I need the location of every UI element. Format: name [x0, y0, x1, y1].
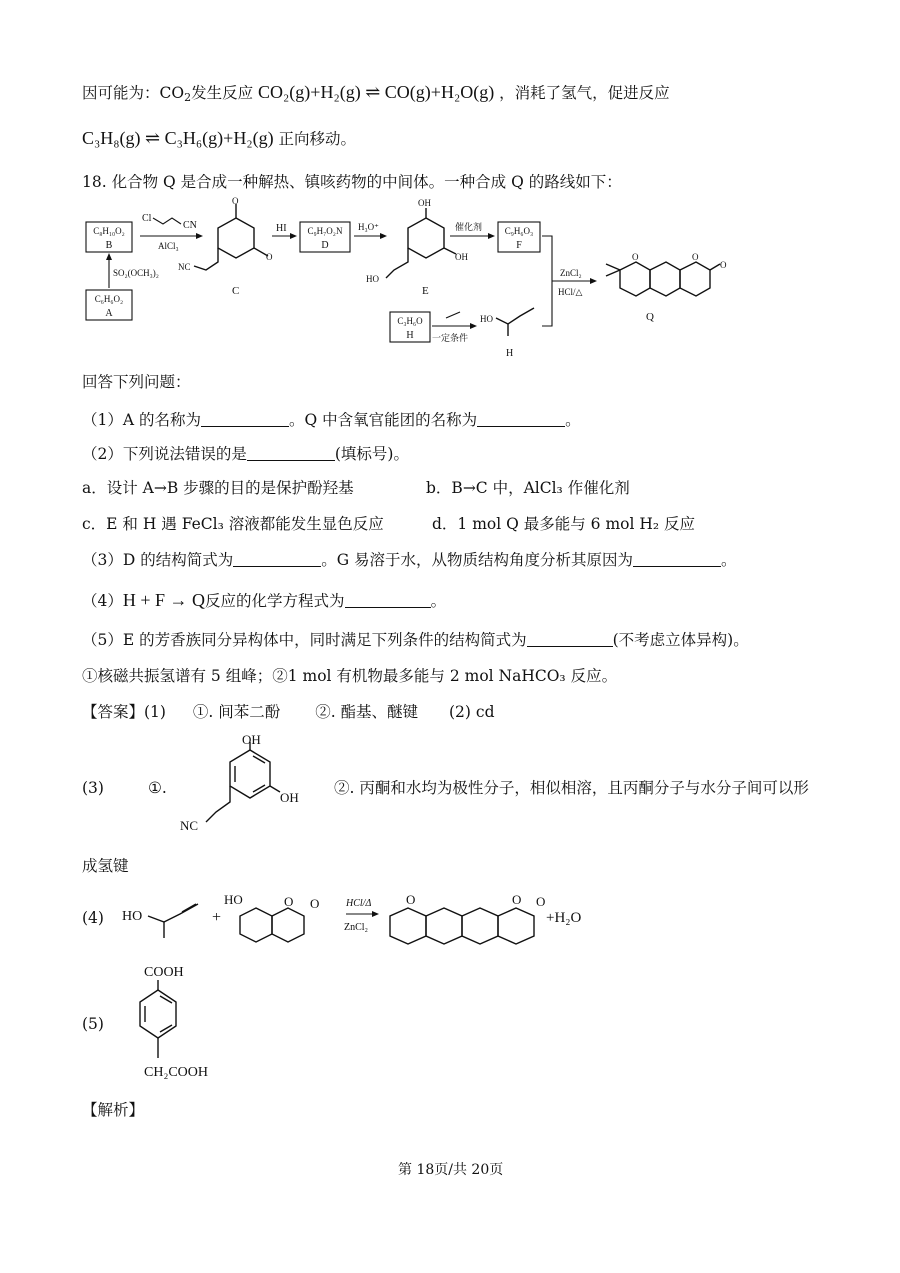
answer-1-1: ①. 间苯二酚 — [192, 703, 281, 721]
answer-1-2: ②. 酯基、醚键 — [315, 703, 419, 721]
answer-4-label: (4) — [82, 909, 104, 927]
arrow-f-q-head — [590, 278, 597, 284]
q-oxygen-1: O — [632, 252, 639, 262]
answer-1 — [82, 702, 495, 722]
arrow-b-c-head — [196, 233, 203, 239]
a4-q-carbonyl: O — [536, 894, 546, 909]
carryover-prefix: 因可能为：CO — [82, 84, 185, 102]
reagent-h-bottom: 一定条件 — [432, 333, 469, 343]
q-carbonyl: O — [720, 260, 727, 270]
a4-cond-top: HCl/Δ — [346, 898, 372, 909]
d-oh-side: OH — [280, 790, 299, 805]
q3-mid: 。G 易溶于水，从物质结构角度分析其原因为 — [321, 551, 634, 569]
q2-text: （2）下列说法错误的是 — [82, 445, 247, 463]
answer-2: (2) cd — [449, 703, 495, 721]
arrow-c-d-head — [290, 233, 297, 239]
reagent-b-c-cn: CN — [183, 220, 197, 231]
option-b: b．B→C 中，AlCl₃ 作催化剂 — [426, 479, 630, 497]
e-oh-side: OH — [455, 252, 468, 262]
conditions: ①核磁共振氢谱有 5 组峰；②1 mol 有机物最多能与 2 mol NaHCO₃ 反应。 — [82, 667, 618, 685]
box-a-formula: C₆H₆O₂ — [94, 294, 124, 304]
structure-q — [606, 252, 727, 323]
arrow-e-f-head — [488, 233, 495, 239]
label-c: C — [232, 285, 240, 297]
question-2 — [82, 444, 409, 464]
carryover-line-1: 因可能为：$CO_2$发生反应 CO₂(g)+H₂(g) ⇌ CO(g)+H₂O(g) ，消耗了氢气，促进反应 — [82, 82, 670, 104]
q3-blank-2 — [633, 552, 721, 567]
box-h-formula: C₃H₆O — [397, 316, 423, 326]
c-methoxy-side: O — [266, 252, 273, 262]
c-nitrile: NC — [178, 262, 191, 272]
box-f-formula: C₉H₆O₃ — [504, 226, 534, 236]
q4-suffix: 反应的化学方程式为 — [205, 592, 345, 610]
option-d: d．1 mol Q 最多能与 6 mol H₂ 反应 — [432, 515, 696, 533]
h-hydroxyl: HO — [480, 314, 493, 324]
a4-q-oxygen-2: O — [512, 892, 522, 907]
e-oh-top: OH — [418, 198, 431, 208]
prompt: 回答下列问题： — [82, 373, 191, 391]
answer-head: 【答案】(1) — [82, 703, 166, 721]
answer-4-equation — [120, 886, 840, 956]
q1-end: 。 — [565, 411, 581, 429]
a4-arrow-head — [372, 911, 379, 917]
d-nitrile: NC — [180, 818, 199, 833]
box-d-formula: C₉H₇O₂N — [307, 226, 343, 236]
q1-text: （1）A 的名称为 — [82, 411, 201, 429]
e-acid: HO — [366, 274, 379, 284]
c-methoxy-top: O — [232, 196, 239, 206]
carryover-line-2 — [82, 128, 356, 149]
q2-blank — [247, 446, 335, 461]
box-a-label: A — [105, 308, 113, 319]
synthesis-scheme — [0, 198, 900, 368]
a4-f-ring-oxygen: O — [284, 894, 294, 909]
answer-3-1: ①. — [148, 779, 167, 797]
a5-bottom: CH₂COOH — [144, 1065, 208, 1080]
structure-c — [178, 196, 273, 297]
reagent-b-c-chain — [153, 218, 181, 224]
box-h-label: H — [406, 330, 414, 341]
a5-top: COOH — [144, 965, 184, 980]
q3-text: （3）D 的结构简式为 — [82, 551, 234, 569]
q1-blank-1 — [201, 412, 289, 427]
a4-f-carbonyl: O — [310, 896, 320, 911]
a4-f-hydroxyl: HO — [224, 892, 243, 907]
q1-mid: 。Q 中含氧官能团的名称为 — [288, 411, 478, 429]
box-b-formula: C₈H₁₀O₂ — [93, 226, 125, 236]
q5-blank — [527, 632, 613, 647]
answer-5-label: (5) — [82, 1015, 104, 1033]
q4-prefix: （4） — [82, 592, 123, 610]
analysis-label: 【解析】 — [82, 1101, 145, 1119]
arrow-d-e-head — [380, 233, 387, 239]
reagent-h-acetylene — [446, 312, 460, 318]
arrow-a-b-head — [106, 253, 112, 260]
a4-plus: + — [212, 909, 222, 926]
structure-e — [366, 198, 468, 297]
a4-umbelliferone — [224, 892, 319, 942]
q2-end: (填标号)。 — [334, 445, 409, 463]
label-h: H — [506, 348, 514, 359]
reagent-f-q-bottom: HCl/△ — [558, 287, 583, 297]
a4-q-oxygen-1: O — [406, 892, 416, 907]
box-b-label: B — [105, 240, 113, 251]
a4-h-hydroxyl: HO — [122, 909, 143, 924]
reagent-c-d: HI — [276, 223, 287, 234]
carryover-verb: 发生反应 — [191, 84, 254, 102]
answer-3-2: ②. 丙酮和水均为极性分子，相似相溶，且丙酮分子与水分子间可以形 — [334, 779, 809, 797]
structure-h — [480, 308, 534, 359]
box-f-label: F — [516, 240, 522, 251]
page-footer: 第 18页/共 20页 — [398, 1162, 504, 1178]
carryover-suffix: ，消耗了氢气，促进反应 — [499, 84, 670, 102]
option-a: a．设计 A→B 步骤的目的是保护酚羟基 — [82, 479, 354, 497]
reagent-b-c-cl: Cl — [142, 213, 152, 224]
q4-equation: H + F → Q — [122, 590, 206, 610]
q4-end: 。 — [430, 592, 447, 610]
question-4 — [82, 590, 446, 611]
answer-3-cont: 成氢键 — [82, 857, 129, 875]
answer-3-label: (3) — [82, 779, 104, 797]
a4-product — [390, 892, 545, 944]
arrow-h-head — [470, 323, 477, 329]
reagent-d-e: H₃O⁺ — [358, 222, 379, 232]
answer-5-structure — [120, 958, 300, 1088]
d-oh-top: OH — [242, 732, 261, 747]
question-5 — [82, 630, 749, 650]
label-q: Q — [646, 311, 654, 323]
a4-tail: +H₂O — [546, 910, 582, 926]
reagent-b-c-bottom: AlCl₃ — [158, 241, 179, 251]
merge-bracket — [542, 236, 552, 326]
option-c: c．E 和 H 遇 FeCl₃ 溶液都能发生显色反应 — [82, 515, 384, 533]
q3-blank-1 — [233, 552, 321, 567]
reagent-f-q-top: ZnCl₂ — [560, 268, 582, 278]
q1-blank-2 — [477, 412, 565, 427]
answer-3-structure-d — [176, 734, 336, 834]
label-e: E — [422, 285, 429, 297]
reagent-e-f: 催化剂 — [455, 222, 483, 232]
reagent-a-b: SO₂(OCH₃)₂ — [113, 268, 159, 278]
carryover-reaction-1: CO₂(g)+H₂(g) ⇌ CO(g)+H₂O(g) — [258, 82, 495, 102]
q5-end: (不考虑立体异构)。 — [612, 631, 749, 649]
question-stem: 18. 化合物 Q 是合成一种解热、镇咳药物的中间体。一种合成 Q 的路线如下： — [82, 173, 622, 191]
q3-end: 。 — [721, 551, 737, 569]
question-1 — [82, 410, 581, 430]
a4-cond-bottom: ZnCl₂ — [344, 922, 369, 933]
box-d-label: D — [321, 240, 329, 251]
q4-blank — [345, 593, 431, 608]
carryover-suffix-2: 正向移动。 — [278, 130, 357, 148]
q5-text: （5）E 的芳香族同分异构体中，同时满足下列条件的结构简式为 — [82, 631, 527, 649]
q-oxygen-2: O — [692, 252, 699, 262]
carryover-reaction-2: C₃H₈(g) ⇌ C₃H₆(g)+H₂(g) — [82, 128, 274, 148]
question-3 — [82, 550, 737, 570]
